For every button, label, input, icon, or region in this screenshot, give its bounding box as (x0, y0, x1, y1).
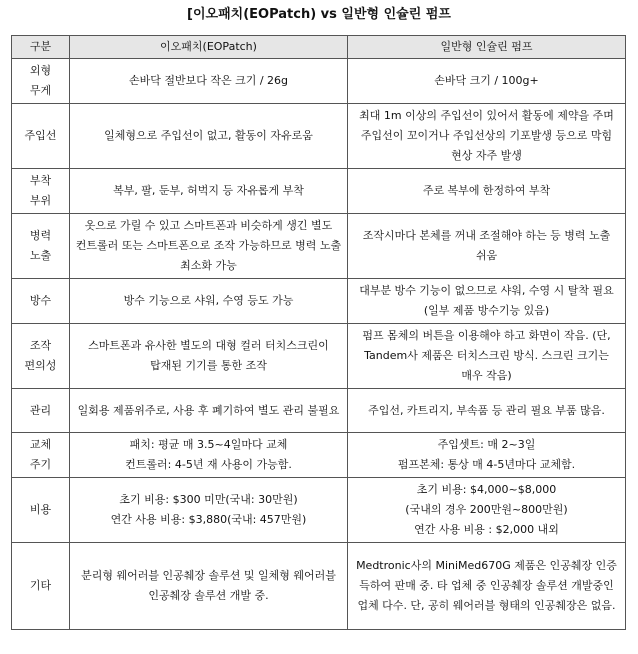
cell-eopatch (70, 543, 348, 630)
cell-general-pump (348, 169, 626, 214)
table-row (12, 104, 626, 169)
cell-eopatch (70, 478, 348, 543)
cell-category (12, 169, 70, 214)
cell-general-pump (348, 59, 626, 104)
cell-line: 컨트롤러: 4-5년 재 사용이 가능함. (125, 458, 292, 471)
cell-line: 초기 비용: $4,000~$8,000 (416, 483, 557, 496)
cell-line: 조작시마다 본체를 꺼내 조절해야 하는 등 병력 노출 쉬움 (362, 229, 611, 262)
table-row (12, 543, 626, 630)
cell-general-pump (348, 279, 626, 324)
cell-eopatch (70, 169, 348, 214)
cell-eopatch (70, 59, 348, 104)
cell-line: 비용 (29, 503, 52, 516)
cell-line: 펌프 몸체의 버튼을 이용해야 하고 화면이 작음. (단, Tandem사 제품은 터치스크린 방식. 스크린 크기는 매우 작음) (362, 329, 611, 382)
cell-eopatch (70, 389, 348, 433)
cell-eopatch (70, 104, 348, 169)
cell-line: 일체형으로 주입선이 없고, 활동이 자유로움 (104, 129, 313, 142)
cell-line: 무게 (29, 84, 52, 97)
cell-general-pump (348, 543, 626, 630)
cell-line: 주입선, 카트리지, 부속품 등 관리 필요 부품 많음. (368, 403, 605, 417)
cell-category (12, 324, 70, 389)
cell-category (12, 433, 70, 478)
cell-eopatch (70, 279, 348, 324)
table-row (12, 59, 626, 104)
cell-line: 손바닥 크기 / 100g+ (434, 74, 539, 87)
cell-line: 주입셋트: 매 2~3일 (437, 438, 536, 451)
cell-general-pump (348, 389, 626, 433)
cell-line: 노출 (29, 249, 52, 262)
cell-line: 옷으로 가릴 수 있고 스마트폰과 비슷하게 생긴 별도 컨트롤러 또는 스마트폰으로 조작 가능하므로 병력 노출 최소화 가능 (75, 219, 342, 272)
cell-line: 연간 사용 비용 : $2,000 내외 (414, 523, 559, 536)
cell-line: 병력 (29, 229, 52, 242)
cell-line: 외형 (29, 64, 52, 77)
cell-general-pump (348, 478, 626, 543)
cell-line: 연간 사용 비용: $3,880(국내: 457만원) (110, 513, 307, 526)
cell-line: 최대 1m 이상의 주입선이 있어서 활동에 제약을 주며 주입선이 꼬이거나 주입선상의 기포발생 등으로 막힘 현상 자주 발생 (359, 109, 614, 162)
table-row (12, 433, 626, 478)
header-eopatch: 이오패치(EOPatch) (70, 36, 348, 59)
page-title: [이오패치(EOPatch) vs 일반형 인슐린 펌프 (187, 7, 451, 22)
cell-line: 대부분 방수 기능이 없으므로 샤워, 수영 시 탈착 필요 (일부 제품 방수기능 있음) (359, 284, 614, 317)
cell-general-pump (348, 214, 626, 279)
table-row (12, 169, 626, 214)
cell-line: 초기 비용: $300 미만(국내: 30만원) (119, 493, 298, 506)
cell-line: 방수 (29, 294, 52, 307)
header-category: 구분 (12, 36, 70, 59)
cell-category (12, 279, 70, 324)
cell-line: 편의성 (24, 359, 57, 372)
cell-line: 주입선 (24, 129, 57, 142)
comparison-table (11, 35, 626, 630)
cell-line: 기타 (29, 579, 52, 592)
table-row (12, 214, 626, 279)
cell-line: 부착 (29, 174, 52, 187)
cell-line: 분리형 웨어러블 인공췌장 솔루션 및 일체형 웨어러블 인공췌장 솔루션 개발 중. (81, 569, 336, 602)
cell-eopatch (70, 324, 348, 389)
cell-line: 주기 (29, 458, 52, 471)
cell-line: Medtronic사의 MiniMed670G 제품은 인공췌장 인증 득하여 판매 중. 타 업체 중 인공췌장 솔루션 개발중인 업체 다수. 단, 공히 웨어러블 형태의 인공췌장은 없음. (356, 559, 617, 612)
cell-line: 패치: 평균 매 3.5~4일마다 교체 (129, 438, 288, 451)
cell-category (12, 104, 70, 169)
cell-line: 스마트폰과 유사한 별도의 대형 컬러 터치스크린이 탑재된 기기를 통한 조작 (88, 339, 329, 372)
cell-category (12, 478, 70, 543)
cell-category (12, 543, 70, 630)
cell-line: 일회용 제품위주로, 사용 후 폐기하여 별도 관리 불필요 (77, 403, 340, 417)
cell-general-pump (348, 433, 626, 478)
cell-line: 주로 복부에 한정하여 부착 (422, 184, 551, 197)
table-row (12, 279, 626, 324)
cell-category (12, 59, 70, 104)
cell-line: 펌프본체: 통상 매 4-5년마다 교체함. (397, 458, 576, 471)
cell-line: (국내의 경우 200만원~800만원) (405, 503, 568, 516)
table-row (12, 324, 626, 389)
cell-eopatch (70, 433, 348, 478)
cell-line: 방수 기능으로 샤워, 수영 등도 가능 (123, 294, 294, 307)
cell-line: 조작 (29, 339, 52, 352)
cell-general-pump (348, 104, 626, 169)
cell-line: 손바닥 절반보다 작은 크기 / 26g (128, 74, 289, 87)
cell-line: 교체 (29, 438, 52, 451)
table-row (12, 478, 626, 543)
cell-general-pump (348, 324, 626, 389)
table-body (12, 59, 626, 630)
cell-category (12, 389, 70, 433)
cell-category (12, 214, 70, 279)
header-general-pump: 일반형 인슐린 펌프 (348, 36, 626, 59)
cell-eopatch (70, 214, 348, 279)
cell-line: 복부, 팔, 둔부, 허벅지 등 자유롭게 부착 (113, 184, 304, 197)
cell-line: 부위 (29, 194, 52, 207)
table-header-row (12, 36, 626, 59)
cell-line: 관리 (29, 403, 52, 417)
table-row (12, 389, 626, 433)
